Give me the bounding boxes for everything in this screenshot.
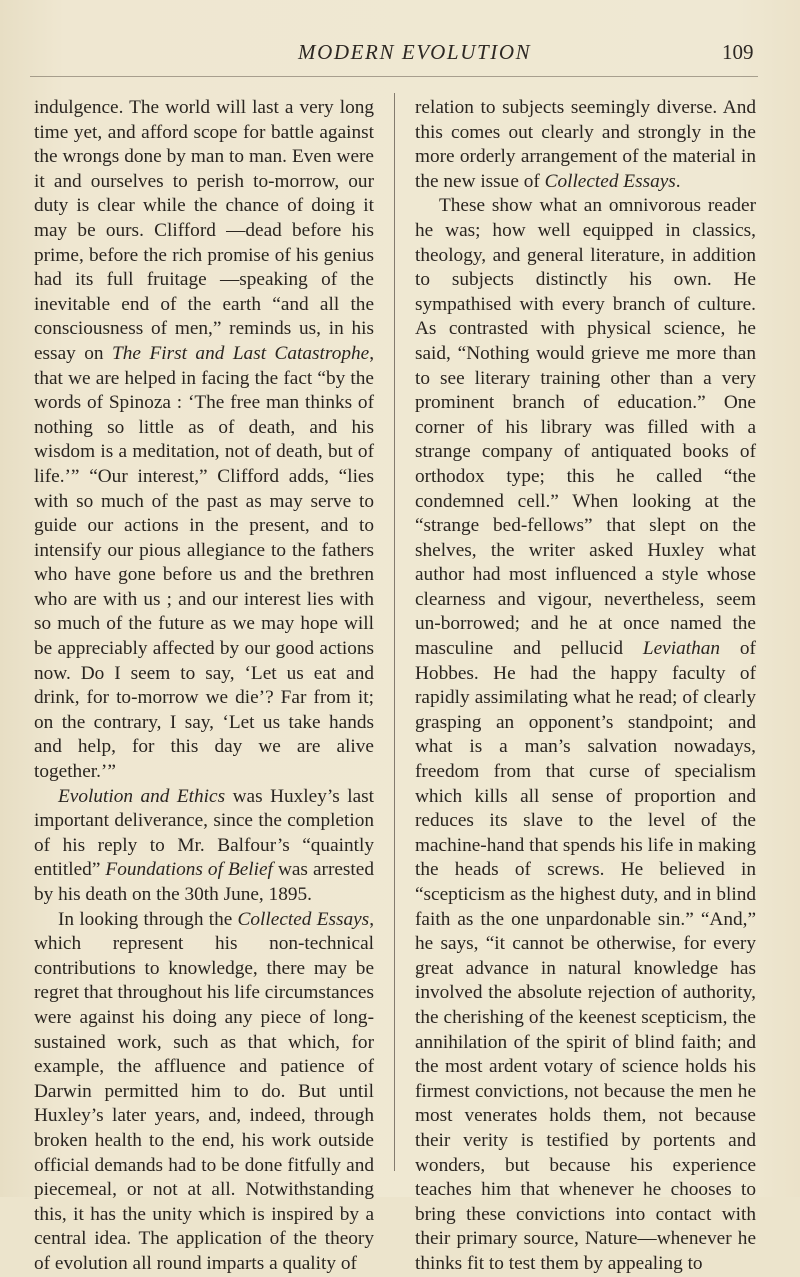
- header-rule: [30, 76, 758, 77]
- paragraph-evolution-ethics: Evolution and Ethics was Huxley’s last important deliverance, since the completion of his reply to Mr. Balfour’s “quaintly entitled” Foundations of Belief was arrested by his death on the 30th June, 1895.: [34, 785, 375, 905]
- paragraph-collected-essays: In looking through the Collected Essays, which represent his non-technical contributions to knowledge, there may be regret that throughout his life circumstances were against his doing any piece of long-sustained work, such as that which, for example, the affluence and patience of Darwin permitted him to do. But until Huxley’s later years, and, indeed, through broken health to the end, his work outside official demands had to be done fitfully and piecemeal, or not at all. Notwithstanding this, it has the unity which is inspired by a central idea. The application of the theory of evolution all round imparts a quality of: [34, 908, 375, 1274]
- right-column: [415, 96, 756, 1277]
- column-divider: [394, 93, 395, 1171]
- running-title: MODERN EVOLUTION: [298, 40, 532, 64]
- paragraph-relation: relation to subjects seemingly diverse. And this comes out clearly and strongly in the more orderly arrangement of the material in the new issue of Collected Essays.: [415, 97, 756, 192]
- title-first-last-catastrophe: The First and Last Catastrophe: [112, 342, 370, 364]
- paragraph-clifford: indulgence. The world will last a very long time yet, and afford scope for battle against the wrongs done by man to man. Even were it and ourselves to perish to-morrow, our duty is clear while the chance of doing it may be ours. Clifford —dead before his prime, before the rich promise of his genius had its full fruitage —speaking of the inevitable end of the earth “and all the consciousness of men,” reminds us, in his essay on The First and Last Catastrophe, that we are helped in facing the fact “by the words of Spinoza : ‘The free man thinks of nothing so little as of death, and his wisdom is a meditation, not of death, but of life.’” “Our interest,” Clifford adds, “lies with so much of the past as may serve to guide our actions in the present, and to intensify our pious allegiance to the fathers who have gone before us and the brethren who are with us ; and our interest lies with so much of the future as we may hope will be appreciably affected by our good actions now. Do I seem to say, ‘Let us eat and drink, for to-morrow we die’? Far from it; on the contrary, I say, ‘Let us take hands and help, for this day we are alive together.’”: [34, 97, 375, 783]
- title-evolution-and-ethics: Evolution and Ethics: [58, 785, 226, 807]
- page-number: 109: [722, 40, 754, 64]
- title-collected-essays-2: Collected Essays: [544, 170, 676, 192]
- title-leviathan: Leviathan: [642, 638, 720, 660]
- running-head: [0, 40, 800, 76]
- title-collected-essays: Collected Essays: [237, 908, 370, 930]
- left-column: [34, 96, 374, 1277]
- paragraph-omnivorous-reader: These show what an omnivorous reader he was; how well equipped in classics, theology, and general literature, in addition to subjects distinctly his own. He sympathised with every branch of culture. As contrasted with physical science, he said, “Nothing would grieve me more than to see literary training other than a very prominent branch of education.” One corner of his library was filled with a strange company of antiquated books of orthodox type; this he called “the condemned cell.” When looking at the “strange bed-fellows” that slept on the shelves, the writer asked Huxley what author had most influenced a style whose clearness and vigour, nevertheless, seem un-borrowed; and he at once named the masculine and pellucid Leviathan of Hobbes. He had the happy faculty of rapidly assimilating what he read; of clearly grasping an opponent’s standpoint; and what is a man’s salvation nowadays, freedom from that curse of specialism which kills all sense of proportion and reduces its slave to the level of the machine-hand that spends his life in making the heads of screws. He believed in “scepticism as the highest duty, and in blind faith as the one unpardonable sin.” “And,” he says, “it cannot be otherwise, for every great advance in natural knowledge has involved the absolute rejection of authority, the cherishing of the keenest scepticism, the annihilation of the spirit of blind faith; and the most ardent votary of science holds his firmest convictions, not because the men he most venerates holds them, not because their verity is testified by portents and wonders, but because his experience teaches him that whenever he chooses to bring these convictions into contact with their primary source, Nature—whenever he thinks fit to test them by appealing to: [415, 195, 756, 1274]
- title-foundations-of-belief: Foundations of Belief: [105, 859, 273, 881]
